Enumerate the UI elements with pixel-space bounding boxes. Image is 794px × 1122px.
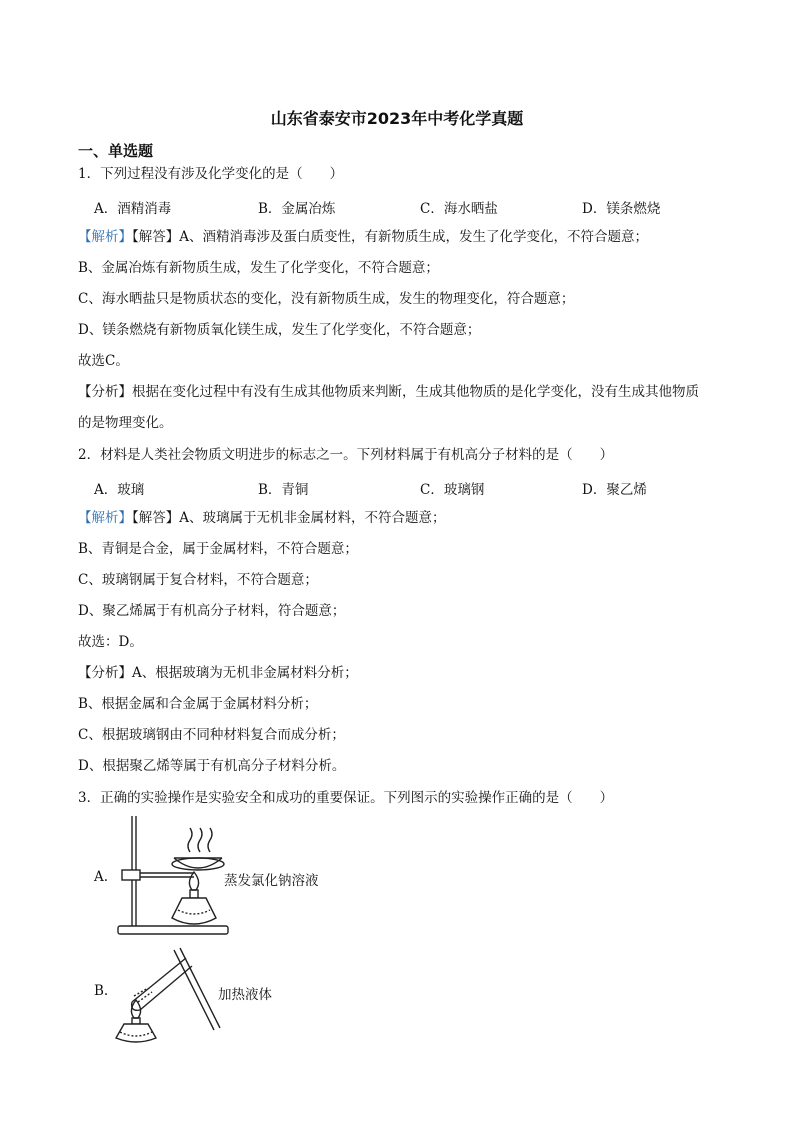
answer-line: D、镁条燃烧有新物质氧化镁生成，发生了化学变化，不符合题意； xyxy=(78,322,481,338)
choice-c: C．玻璃钢 xyxy=(420,482,485,498)
question-3-stem: 3．正确的实验操作是实验安全和成功的重要保证。下列图示的实验操作正确的是（ ） xyxy=(78,790,614,806)
choice-a: A．酒精消毒 xyxy=(94,201,172,217)
analysis-line: D、根据聚乙烯等属于有机高分子材料分析。 xyxy=(78,758,346,774)
analysis-tag: 【解析】 xyxy=(78,229,132,245)
answer-line xyxy=(78,509,446,527)
section-heading: 一、单选题 xyxy=(78,142,154,160)
choice-a: A．玻璃 xyxy=(94,482,145,498)
option-a-caption: 蒸发氯化钠溶液 xyxy=(224,873,319,889)
answer-line: C、玻璃钢属于复合材料，不符合题意； xyxy=(78,572,318,588)
question-1-choices xyxy=(94,197,714,215)
answer-line: B、青铜是合金，属于金属材料，不符合题意； xyxy=(78,541,358,557)
option-a-label: A. xyxy=(94,869,109,885)
page-title: 山东省泰安市2023年中考化学真题 xyxy=(270,109,524,128)
question-2-stem: 2．材料是人类社会物质文明进步的标志之一。下列材料属于有机高分子材料的是（ ） xyxy=(78,447,614,463)
choice-d: D．聚乙烯 xyxy=(582,482,647,498)
choice-c: C．海水晒盐 xyxy=(420,201,498,217)
answer-line: B、金属冶炼有新物质生成，发生了化学变化，不符合题意； xyxy=(78,260,439,276)
question-1-stem: 1．下列过程没有涉及化学变化的是（ ） xyxy=(78,166,344,182)
analysis-tag: 【解析】 xyxy=(78,510,132,526)
answer-line: D、聚乙烯属于有机高分子材料，符合题意； xyxy=(78,603,346,619)
analysis-line: 【分析】A、根据玻璃为无机非金属材料分析； xyxy=(78,665,358,681)
answer-text: 【解答】A、玻璃属于无机非金属材料，不符合题意； xyxy=(132,510,446,526)
analysis-line: C、根据玻璃钢由不同种材料复合而成分析； xyxy=(78,727,345,743)
option-b-label: B. xyxy=(94,983,109,999)
question-2-choices xyxy=(94,478,714,496)
answer-text: 【解答】A、酒精消毒涉及蛋白质变性，有新物质生成，发生了化学变化，不符合题意； xyxy=(132,229,648,245)
choice-b: B．青铜 xyxy=(258,482,309,498)
choice-d: D．镁条燃烧 xyxy=(582,201,661,217)
option-b-caption: 加热液体 xyxy=(218,987,272,1003)
analysis-line: 的是物理变化。 xyxy=(78,415,173,431)
answer-line: C、海水晒盐只是物质状态的变化，没有新物质生成，发生的物理变化，符合题意； xyxy=(78,291,575,307)
answer-line: 故选：D。 xyxy=(78,634,143,650)
heating-liquid-illustration xyxy=(112,944,222,1044)
choice-b: B．金属冶炼 xyxy=(258,201,336,217)
answer-line xyxy=(78,228,648,246)
evaporation-apparatus-illustration xyxy=(112,814,242,940)
answer-line: 故选C。 xyxy=(78,353,129,369)
analysis-line: 【分析】根据在变化过程中有没有生成其他物质来判断，生成其他物质的是化学变化，没有生成其他物质 xyxy=(78,384,699,400)
analysis-line: B、根据金属和合金属于金属材料分析； xyxy=(78,696,318,712)
